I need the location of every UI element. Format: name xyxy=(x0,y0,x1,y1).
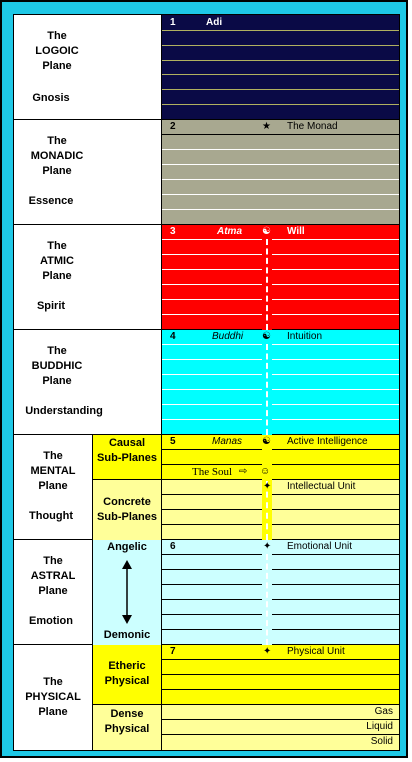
plane-principle: Physical Unit xyxy=(287,646,345,657)
soul-label: The Soul xyxy=(192,466,233,478)
plane-quality: Emotion xyxy=(29,615,73,627)
plane-name: The MENTAL Plane xyxy=(30,450,76,492)
plane-principle: Emotional Unit xyxy=(287,541,353,552)
physical-subplanes xyxy=(162,645,399,750)
plane-name: The PHYSICAL Plane xyxy=(25,676,81,718)
angelic-label: Angelic xyxy=(107,541,147,553)
yin-yang-icon: ☯ xyxy=(262,226,271,237)
monadic-subplanes xyxy=(162,120,399,224)
plane-number: 6 xyxy=(170,541,176,552)
yin-yang-icon: ☯ xyxy=(262,436,271,447)
arrow-right-icon: ⇨ xyxy=(239,466,248,477)
etheric-physical-label: Etheric Physical xyxy=(92,645,162,705)
permanent-atom-icon: ✦ xyxy=(263,541,272,552)
astral-subplanes xyxy=(162,540,399,644)
permanent-atom-icon: ✦ xyxy=(263,646,272,657)
logoic-plane xyxy=(14,15,399,120)
intellectual-unit-label: Intellectual Unit xyxy=(287,481,356,492)
buddhic-subplanes xyxy=(162,330,399,434)
plane-principle: Intuition xyxy=(287,331,323,342)
buddhic-label xyxy=(14,330,162,434)
plane-sublabel: The Monad xyxy=(287,121,338,132)
astral-label xyxy=(14,540,92,644)
plane-number: 1 xyxy=(170,17,176,28)
plane-sublabel: Manas xyxy=(212,436,243,447)
plane-quality: Gnosis xyxy=(32,92,70,104)
up-down-arrow-icon xyxy=(117,560,137,624)
buddhic-plane xyxy=(14,330,399,435)
plane-name: The BUDDHIC Plane xyxy=(31,345,83,387)
liquid-label: Liquid xyxy=(366,721,393,732)
demonic-label: Demonic xyxy=(103,629,151,641)
star-icon: ★ xyxy=(262,121,271,132)
plane-name: The ATMIC Plane xyxy=(39,240,74,282)
plane-number: 5 xyxy=(170,436,176,447)
plane-name: The MONADIC Plane xyxy=(30,135,84,177)
plane-sublabel: Buddhi xyxy=(212,331,244,342)
atmic-label xyxy=(14,225,162,329)
physical-label xyxy=(14,645,92,750)
permanent-atom-icon: ✦ xyxy=(263,481,272,492)
plane-quality: Essence xyxy=(28,195,74,207)
gas-label: Gas xyxy=(374,706,393,717)
concrete-subplanes-label: Concrete Sub-Planes xyxy=(92,480,162,540)
plane-principle: Active Intelligence xyxy=(287,436,368,447)
atmic-subplanes xyxy=(162,225,399,329)
dense-physical-label: Dense Physical xyxy=(92,705,162,750)
mental-subplanes xyxy=(162,435,399,539)
plane-number: 3 xyxy=(170,226,176,237)
yin-yang-icon: ☯ xyxy=(262,331,271,342)
plane-sublabel: Atma xyxy=(217,226,243,237)
plane-name: The LOGOIC Plane xyxy=(35,30,79,72)
logoic-label xyxy=(14,15,162,119)
plane-number: 7 xyxy=(170,646,176,657)
plane-principle: Will xyxy=(287,226,305,237)
solid-label: Solid xyxy=(370,736,393,747)
monadic-plane xyxy=(14,120,399,225)
smiley-icon: ☺ xyxy=(260,466,271,477)
mental-plane xyxy=(14,435,399,540)
plane-quality: Thought xyxy=(29,510,73,522)
logoic-subplanes xyxy=(162,15,399,119)
plane-number: 2 xyxy=(170,121,176,132)
monadic-label xyxy=(14,120,162,224)
mental-label xyxy=(14,435,92,539)
atmic-plane xyxy=(14,225,399,330)
plane-number: 4 xyxy=(170,331,176,342)
plane-quality: Spirit xyxy=(36,300,66,312)
causal-subplanes-label: Causal Sub-Planes xyxy=(92,435,162,480)
angelic-demonic-axis xyxy=(92,540,162,645)
plane-quality: Understanding xyxy=(25,405,103,417)
plane-sublabel: Adi xyxy=(206,17,223,28)
astral-plane xyxy=(14,540,399,645)
planes-table xyxy=(13,14,400,751)
physical-plane xyxy=(14,645,399,750)
plane-name: The ASTRAL Plane xyxy=(30,555,76,597)
